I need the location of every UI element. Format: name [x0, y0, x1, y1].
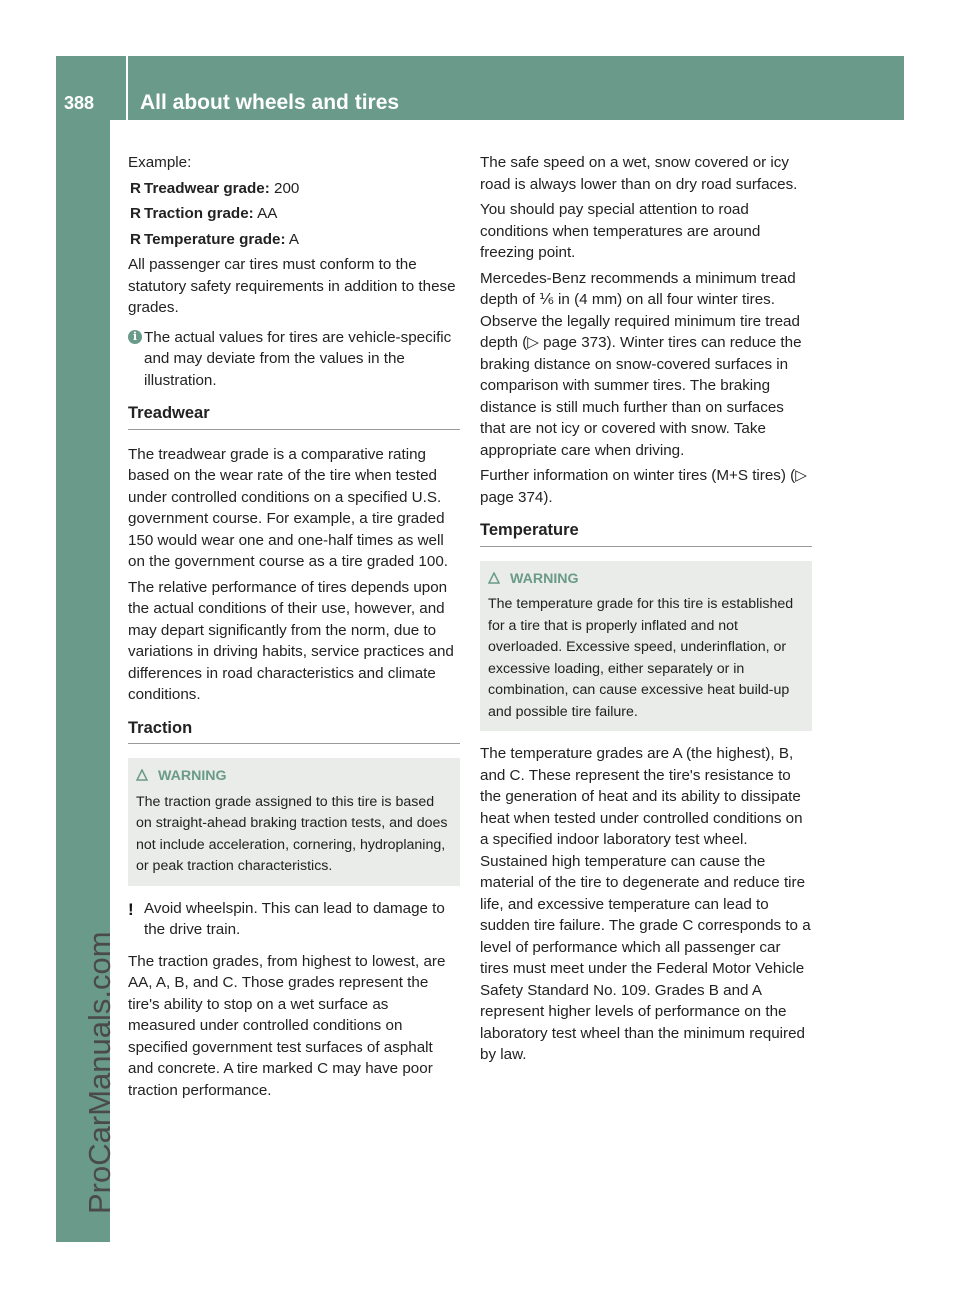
- info-icon: i: [128, 330, 142, 344]
- warning-header: [136, 766, 450, 788]
- grade-label: Traction grade:: [144, 205, 254, 222]
- info-note-text: The actual values for tires are vehicle-specific and may deviate from the values in the illustration.: [144, 328, 452, 389]
- chapter-title: All about wheels and tires: [140, 91, 400, 114]
- winter-paragraph-1: The safe speed on a wet, snow covered or icy road is always lower than on dry road surfaces.: [480, 154, 798, 193]
- example-label: Example:: [128, 154, 192, 171]
- bullet-icon: R: [130, 179, 141, 197]
- traction-warning-box: [128, 758, 460, 886]
- warning-text: The traction grade assigned to this tire is based on straight-ahead braking traction tests, and does not include acceleration, cornering, hydroplaning, or peak traction characteristics.: [136, 793, 448, 874]
- treadwear-paragraph-2: The relative performance of tires depends upon the actual conditions of their use, however, and may depart significantly from the norm, due to variations in driving habits, service practices and differences in road characteristics and climate conditions.: [128, 578, 454, 703]
- conform-paragraph: All passenger car tires must conform to the statutory safety requirements in addition to these grades.: [128, 256, 456, 316]
- grade-value: A: [288, 230, 300, 248]
- info-note: [128, 327, 460, 392]
- traction-paragraph: The traction grades, from highest to lowest, are AA, A, B, and C. Those grades represent the tire's ability to stop on a wet surface as measured under controlled conditions on specified government test surfaces of asphalt and concrete. A tire marked C may have poor traction performance.: [128, 952, 446, 1099]
- temperature-warning-box: [480, 561, 812, 732]
- watermark-text: ProCarManuals.com: [82, 931, 117, 1214]
- wheelspin-note-text: Avoid wheelspin. This can lead to damage to the drive train.: [144, 899, 445, 938]
- grade-label: Treadwear grade:: [144, 179, 270, 197]
- exclamation-icon: !: [128, 899, 134, 919]
- bullet-icon: R: [130, 205, 141, 222]
- grade-value: AA: [257, 205, 278, 222]
- temperature-heading: Temperature: [480, 520, 812, 547]
- header-divider: [126, 56, 128, 120]
- right-column: [480, 152, 812, 1070]
- grade-value: 200: [274, 179, 300, 197]
- warning-text: The temperature grade for this tire is established for a tire that is properly inflated and not overloaded. Excessive speed, underinflation, or excessive loading, either separately or in combination, can cause excessive heat build-up and possible tire failure.: [488, 596, 794, 720]
- grade-item-traction: [128, 203, 460, 225]
- warning-triangle-icon: [488, 572, 500, 584]
- grade-label: Temperature grade:: [144, 230, 286, 248]
- winter-paragraph-3: Mercedes-Benz recommends a minimum tread depth of ⅙ in (4 mm) on all four winter tires. Observe the legally required minimum tire tread depth (▷ page 373). Winter tires can reduce the braking distance on snow-covered surfaces in comparison with summer tires. The braking distance is still much further than on surfaces that are not icy or covered with snow. Take appropriate care when driving.: [480, 269, 802, 459]
- temperature-paragraph: The temperature grades are A (the highest), B, and C. These represent the tire's resistance to the generation of heat and its ability to dissipate heat when tested under controlled conditions on a specified indoor laboratory test wheel. Sustained high temperature can cause the material of the tire to degenerate and reduce tire life, and excessive temperature can lead to sudden tire failure. The grade C corresponds to a level of performance which all passenger car tires must meet under the Federal Motor Vehicle Safety Standard No. 109. Grades B and A represent higher levels of performance on the laboratory test wheel than the minimum required by law.: [480, 745, 811, 1063]
- warning-title: WARNING: [158, 768, 227, 784]
- treadwear-paragraph-1: The treadwear grade is a comparative rating based on the wear rate of the tire when tested under controlled conditions on a specified U.S. government course. For example, a tire graded 150 would wear one and one-half times as well on the government course as a tire graded 100.: [128, 445, 448, 570]
- page-header: [56, 56, 904, 120]
- warning-title: WARNING: [510, 570, 579, 587]
- left-column: [128, 152, 460, 1105]
- warning-header: [488, 569, 802, 591]
- treadwear-heading: Treadwear: [128, 403, 460, 430]
- winter-paragraph-2: You should pay special attention to road conditions when temperatures are around freezing point.: [480, 201, 761, 261]
- bullet-icon: R: [130, 230, 141, 248]
- wheelspin-note: [128, 898, 460, 941]
- grade-item-temperature: [128, 229, 460, 251]
- warning-triangle-icon: [136, 769, 148, 781]
- winter-paragraph-4: Further information on winter tires (M+S tires) (▷ page 374).: [480, 467, 807, 506]
- page-number: 388: [64, 93, 95, 113]
- grade-item-treadwear: [128, 178, 460, 200]
- traction-heading: Traction: [128, 718, 460, 745]
